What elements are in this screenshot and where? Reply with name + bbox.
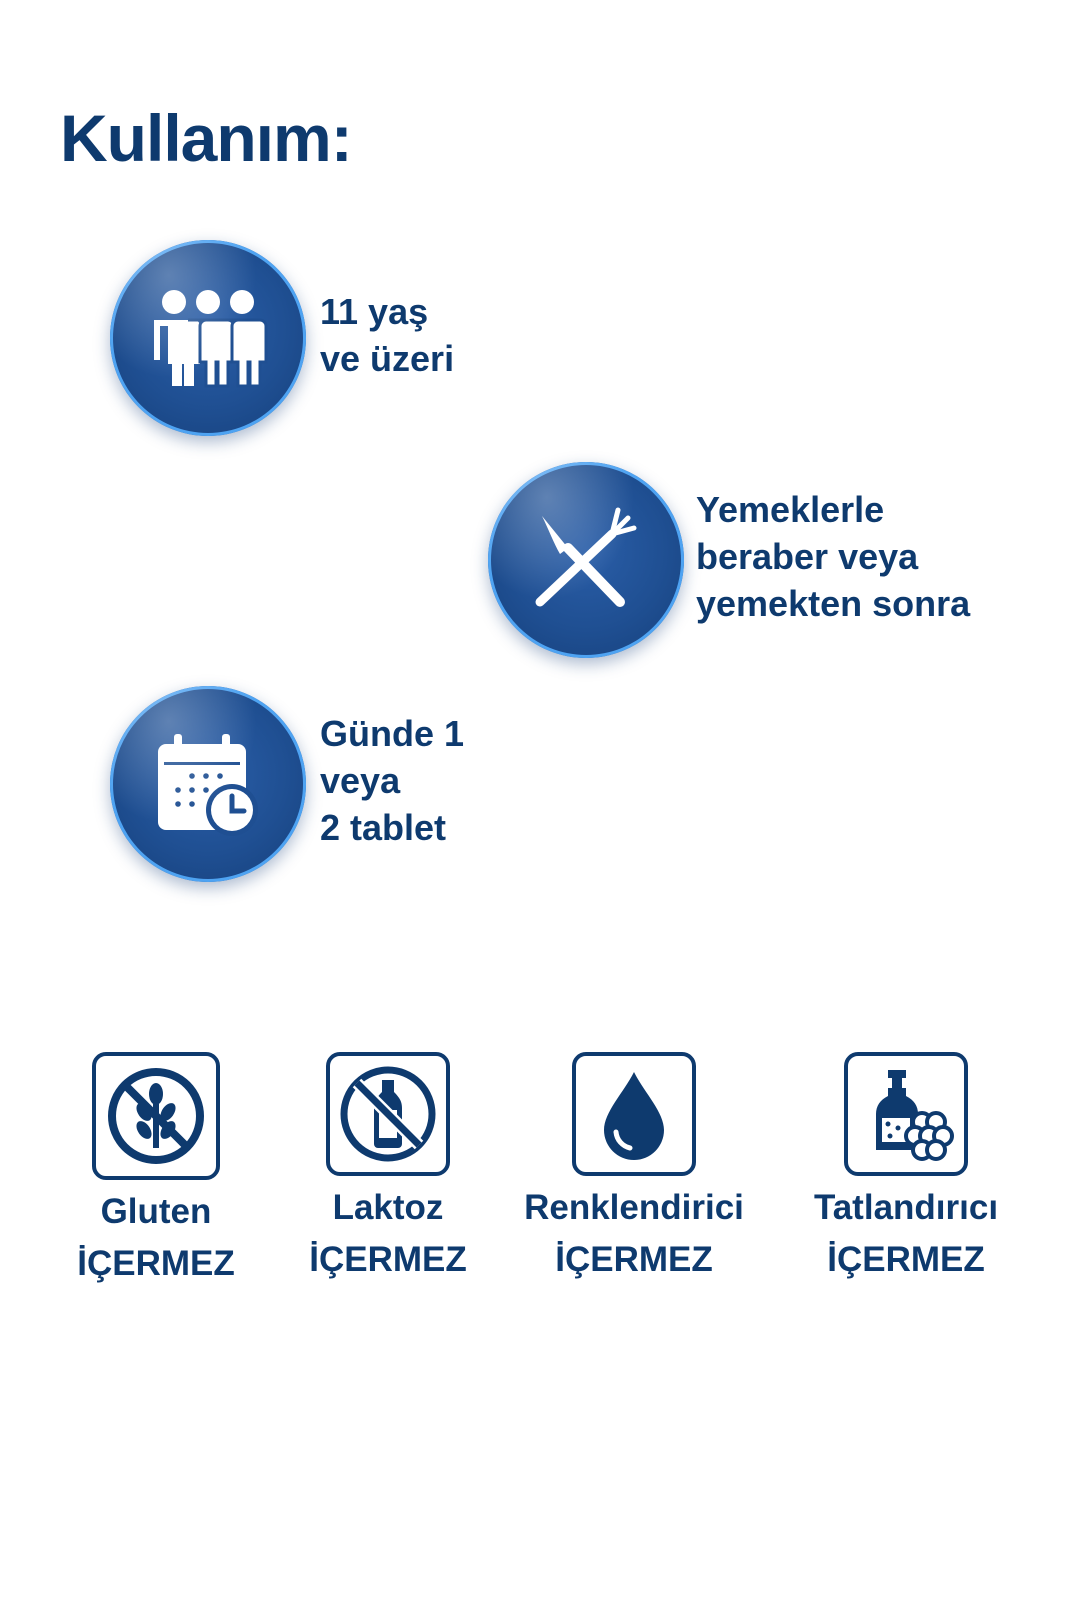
usage-line: yemekten sonra bbox=[696, 583, 971, 624]
badge-status: İÇERMEZ bbox=[77, 1244, 235, 1283]
badge-label bbox=[268, 1182, 508, 1286]
badge-name: Tatlandırıcı bbox=[813, 1188, 999, 1227]
badge-name: Renklendirici bbox=[524, 1188, 744, 1227]
usage-icon-circle bbox=[488, 462, 684, 658]
drop-icon bbox=[576, 1056, 692, 1172]
usage-text bbox=[320, 710, 464, 851]
badge-box bbox=[844, 1052, 968, 1176]
badge-box bbox=[326, 1052, 450, 1176]
badge-status: İÇERMEZ bbox=[309, 1240, 467, 1279]
badge-label bbox=[36, 1186, 276, 1290]
badge-gluten bbox=[36, 1052, 276, 1290]
badge-label bbox=[786, 1182, 1026, 1286]
people-group-icon bbox=[110, 240, 306, 436]
badge-box bbox=[92, 1052, 220, 1180]
usage-line: beraber veya bbox=[696, 536, 919, 577]
badge-status: İÇERMEZ bbox=[555, 1240, 713, 1279]
badge-colorant bbox=[514, 1052, 754, 1286]
usage-icon-circle bbox=[110, 686, 306, 882]
knife-fork-icon bbox=[488, 462, 684, 658]
page-title: Kullanım: bbox=[60, 101, 352, 175]
badge-name: Gluten bbox=[100, 1192, 212, 1231]
usage-item-meal bbox=[488, 462, 1048, 662]
no-gluten-icon bbox=[96, 1056, 216, 1176]
badge-name: Laktoz bbox=[332, 1188, 444, 1227]
badge-lactose bbox=[268, 1052, 508, 1286]
usage-text bbox=[320, 288, 454, 382]
usage-line: Günde 1 bbox=[320, 713, 465, 754]
no-lactose-icon bbox=[330, 1056, 446, 1172]
calendar-clock-icon bbox=[110, 686, 306, 882]
badge-label bbox=[514, 1182, 754, 1286]
usage-text bbox=[696, 486, 970, 627]
badge-sweetener bbox=[786, 1052, 1026, 1286]
usage-line: 11 yaş bbox=[320, 291, 429, 332]
badge-box bbox=[572, 1052, 696, 1176]
sweetener-bottle-icon bbox=[848, 1056, 964, 1172]
usage-line: veya bbox=[320, 760, 401, 801]
usage-item-age bbox=[110, 240, 510, 440]
usage-item-dosage bbox=[110, 686, 510, 886]
usage-line: ve üzeri bbox=[320, 338, 455, 379]
usage-icon-circle bbox=[110, 240, 306, 436]
badge-status: İÇERMEZ bbox=[827, 1240, 985, 1279]
usage-line: 2 tablet bbox=[320, 807, 447, 848]
usage-line: Yemeklerle bbox=[696, 489, 885, 530]
